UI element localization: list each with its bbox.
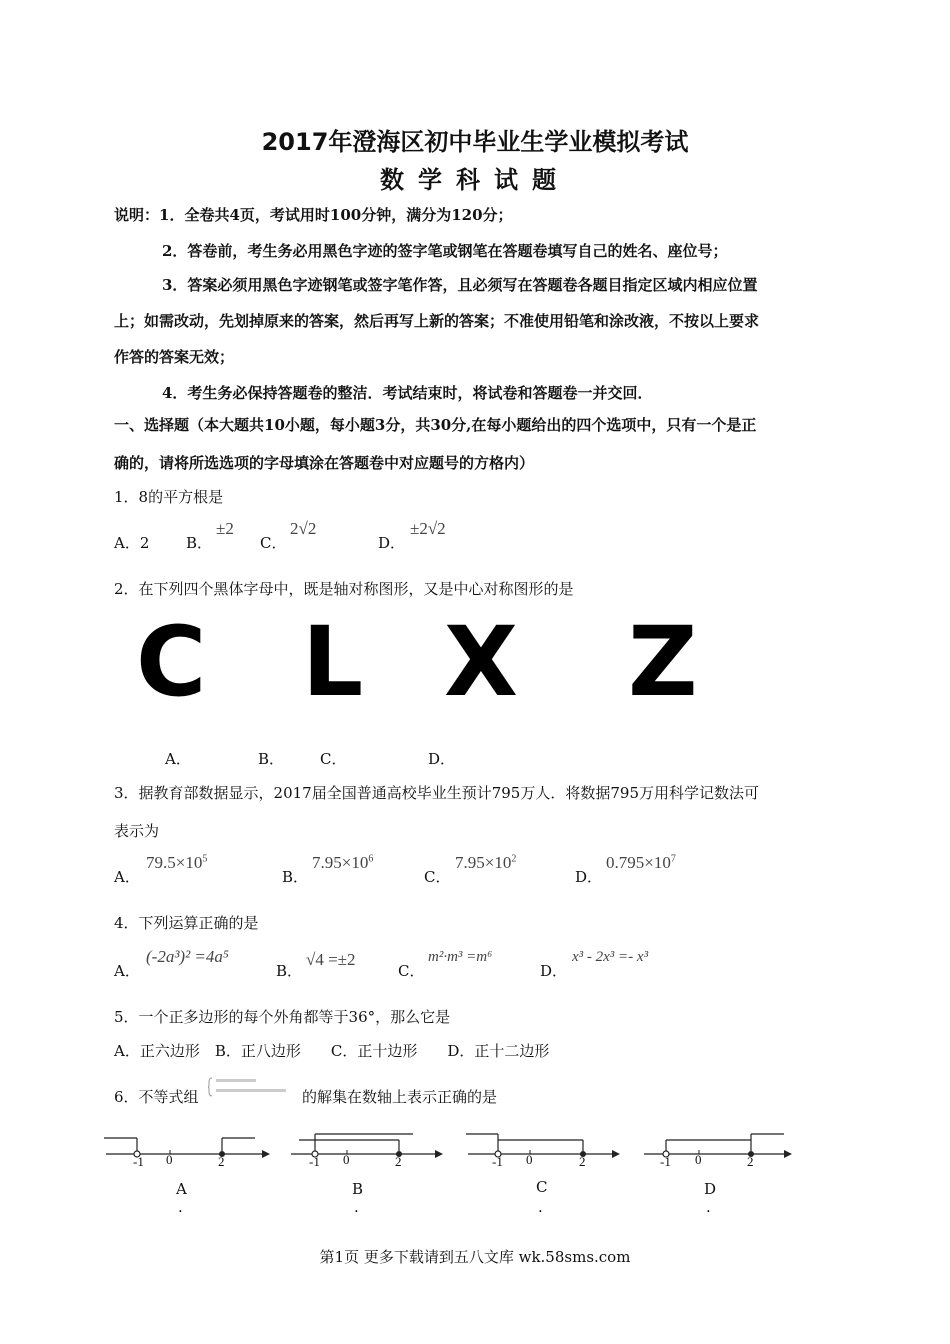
q4-option-a-label: A． (114, 962, 140, 980)
q4-option-c-label: C． (398, 962, 425, 980)
q1-option-c-label: C． (260, 534, 287, 552)
q4-option-a-expr: (-2a³)² =4a⁵ (146, 947, 229, 966)
section-heading-line-2: 确的，请将所选选项的字母填涂在答题卷中对应题号的方格内） (114, 454, 535, 472)
q4-option-b-label: B． (276, 962, 303, 980)
q3-option-c-label: C． (424, 868, 451, 886)
q6-stem-post: 的解集在数轴上表示正确的是 (302, 1088, 498, 1106)
q6-d-tick-neg1: -1 (660, 1154, 671, 1169)
q4-option-d-label: D． (540, 962, 568, 980)
q3-option-b-expr: $7.95\times 10^6$ (312, 853, 374, 872)
q6-option-b-dot: . (354, 1198, 359, 1216)
q1-option-c-expr: 2√2 (290, 519, 317, 538)
q3-stem-line-2: 表示为 (114, 822, 160, 840)
instructions-label: 说明： (114, 206, 160, 224)
q4-stem: 4．下列运算正确的是 (114, 914, 259, 932)
q6-option-c: C (536, 1178, 548, 1196)
q6-a-tick-0: 0 (166, 1152, 173, 1167)
q3-stem-line-1: 3．据教育部数据显示，2017届全国普通高校毕业生预计795万人．将数据795万用科学记数法可 (114, 784, 759, 802)
q6-option-b: B (352, 1180, 364, 1198)
page-footer: 第1页 更多下载请到五八文库 wk.58sms.com (319, 1248, 631, 1266)
instructions-item-3-end: 作答的答案无效； (114, 348, 235, 366)
q3-option-a-expr: $79.5\times 10^5$ (146, 853, 208, 872)
q2-letter-x: X (444, 606, 519, 718)
q6-b-tick-0: 0 (343, 1152, 350, 1167)
q6-c-tick-neg1: -1 (492, 1154, 503, 1169)
q1-stem: 1．8的平方根是 (114, 488, 224, 506)
q5-options: A．正六边形 B．正八边形 C．正十边形 D．正十二边形 (114, 1042, 550, 1060)
q6-option-a: A (176, 1180, 187, 1198)
q2-option-b: B． (258, 750, 285, 768)
q2-option-d: D． (428, 750, 456, 768)
q2-option-a: A． (165, 750, 191, 768)
q2-option-c: C． (320, 750, 347, 768)
q1-option-d-label: D． (378, 534, 406, 552)
q6-c-tick-2: 2 (579, 1154, 586, 1169)
q3-option-b-label: B． (282, 868, 309, 886)
q6-number-line-a (100, 1124, 280, 1174)
q6-stem-pre: 6．不等式组 (114, 1088, 199, 1106)
instructions-item-4: 4．考生务必保持答题卷的整洁．考试结束时，将试卷和答题卷一并交回． (162, 384, 653, 402)
q6-option-a-dot: . (178, 1198, 183, 1216)
instructions-item-1 (114, 204, 513, 225)
q3-option-c-expr: $7.95\times 10^2$ (455, 853, 517, 872)
q2-letter-l: L (302, 606, 364, 718)
q6-option-d-dot: . (706, 1198, 711, 1216)
q6-option-c-dot: . (538, 1198, 543, 1216)
q4-option-d-expr: x³ - 2x³ =- x³ (572, 949, 649, 965)
q4-option-b-expr: √4 =±2 (306, 950, 356, 969)
q1-option-b-expr: ±2 (216, 519, 234, 538)
q2-stem: 2．在下列四个黑体字母中，既是轴对称图形，又是中心对称图形的是 (114, 580, 574, 598)
q2-letter-z: Z (628, 606, 698, 718)
q3-option-d-expr: $0.795\times 10^7$ (606, 853, 676, 872)
q6-a-tick-2: 2 (218, 1154, 225, 1169)
q6-number-line-c (462, 1124, 642, 1174)
instructions-item-3: 3．答案必须用黑色字迹钢笔或签字笔作答，且必须写在答题卷各题目指定区域内相应位置 (162, 276, 758, 294)
inequality-system-image (208, 1076, 298, 1098)
q3-option-d-label: D． (575, 868, 603, 886)
q6-a-tick-neg1: -1 (133, 1154, 144, 1169)
q1-option-b-label: B． (186, 534, 213, 552)
q6-d-tick-2: 2 (747, 1154, 754, 1169)
q5-stem: 5．一个正多边形的每个外角都等于36°，那么它是 (114, 1008, 451, 1026)
page-subtitle: 数学科试题 (380, 166, 570, 194)
q6-d-tick-0: 0 (695, 1152, 702, 1167)
q6-b-tick-2: 2 (395, 1154, 402, 1169)
q1-option-d-expr: ±2√2 (410, 519, 446, 538)
q6-b-tick-neg1: -1 (309, 1154, 320, 1169)
q2-letter-c: C (136, 606, 207, 718)
q6-c-tick-0: 0 (526, 1152, 533, 1167)
instructions-text-1: 1．全卷共4页，考试用时100分钟，满分为120分； (159, 206, 513, 224)
q6-option-d: D (704, 1180, 717, 1198)
section-heading-line-1: 一、选择题（本大题共10小题，每小题3分，共30分,在每小题给出的四个选项中，只有一个是正 (114, 416, 757, 434)
page-title: 2017年澄海区初中毕业生学业模拟考试 (261, 128, 689, 156)
q4-option-c-expr: m²·m³ =m⁶ (428, 949, 493, 965)
instructions-item-3-cont: 上；如需改动，先划掉原来的答案，然后再写上新的答案；不准使用铅笔和涂改液，不按以上要求 (114, 312, 760, 330)
instructions-item-2: 2．答卷前，考生务必用黑色字迹的签字笔或钢笔在答题卷填写自己的姓名、座位号； (162, 242, 728, 260)
q1-option-a: A．2 (114, 534, 150, 552)
q3-option-a-label: A． (114, 868, 140, 886)
